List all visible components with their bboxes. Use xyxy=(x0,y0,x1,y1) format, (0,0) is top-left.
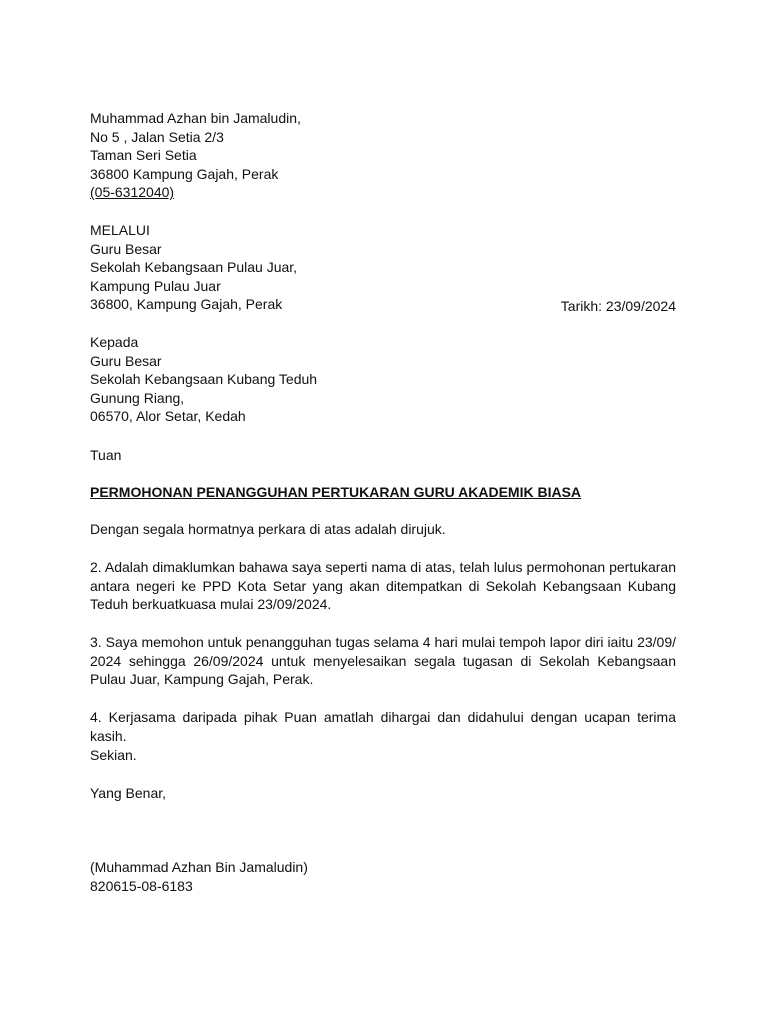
recipient-heading: Kepada xyxy=(90,334,139,350)
sender-name: Muhammad Azhan bin Jamaludin, xyxy=(90,110,301,126)
signatory-ic-number: 820615-08-6183 xyxy=(90,877,193,894)
sign-off: Yang Benar, xyxy=(90,785,167,801)
body-paragraph: Dengan segala hormatnya perkara di atas adalah dirujuk. xyxy=(90,521,446,537)
recipient-block xyxy=(90,333,676,426)
body-paragraph: 4. Kerjasama daripada pihak Puan amatlah dihargai dan didahului dengan ucapan terima kasih. xyxy=(90,709,676,744)
via-line: 36800, Kampung Gajah, Perak xyxy=(90,296,283,313)
recipient-line: 06570, Alor Setar, Kedah xyxy=(90,408,246,425)
closing: Sekian. xyxy=(90,747,137,763)
signature-block xyxy=(90,858,676,895)
recipient-line: Sekolah Kebangsaan Kubang Teduh xyxy=(90,371,318,388)
recipient-line: Guru Besar xyxy=(90,352,162,369)
sender-address-line: Taman Seri Setia xyxy=(90,147,197,164)
body-paragraph: 3. Saya memohon untuk penangguhan tugas selama 4 hari mulai tempoh lapor diri iaitu 23/09/ 2024 sehingga 26/09/2024 untuk menyelesaikan segala tugasan di Sekolah Kebangsaan Pulau Juar, Kampung Gajah, Perak. xyxy=(90,634,676,688)
via-line: Kampung Pulau Juar xyxy=(90,277,221,294)
salutation: Tuan xyxy=(90,447,122,463)
body-paragraph: 2. Adalah dimaklumkan bahawa saya seperti nama di atas, telah lulus permohonan pertukaran antara negeri ke PPD Kota Setar yang akan ditempatkan di Sekolah Kebangsaan Kubang Teduh berkuatkuasa mulai 23/09/2024. xyxy=(90,559,676,613)
sender-phone: (05-6312040) xyxy=(90,184,175,201)
letter-subject: PERMOHONAN PENANGGUHAN PERTUKARAN GURU AKADEMIK BIASA xyxy=(90,484,582,500)
sender-address-line: No 5 , Jalan Setia 2/3 xyxy=(90,128,224,145)
recipient-line: Gunung Riang, xyxy=(90,389,185,406)
via-heading: MELALUI xyxy=(90,222,150,238)
via-line: Guru Besar xyxy=(90,240,162,257)
sender-block xyxy=(90,109,676,202)
signatory-name: (Muhammad Azhan Bin Jamaludin) xyxy=(90,859,308,875)
letter-date: Tarikh: 23/09/2024 xyxy=(560,298,676,314)
sender-address-line: 36800 Kampung Gajah, Perak xyxy=(90,165,279,182)
via-line: Sekolah Kebangsaan Pulau Juar, xyxy=(90,259,298,276)
